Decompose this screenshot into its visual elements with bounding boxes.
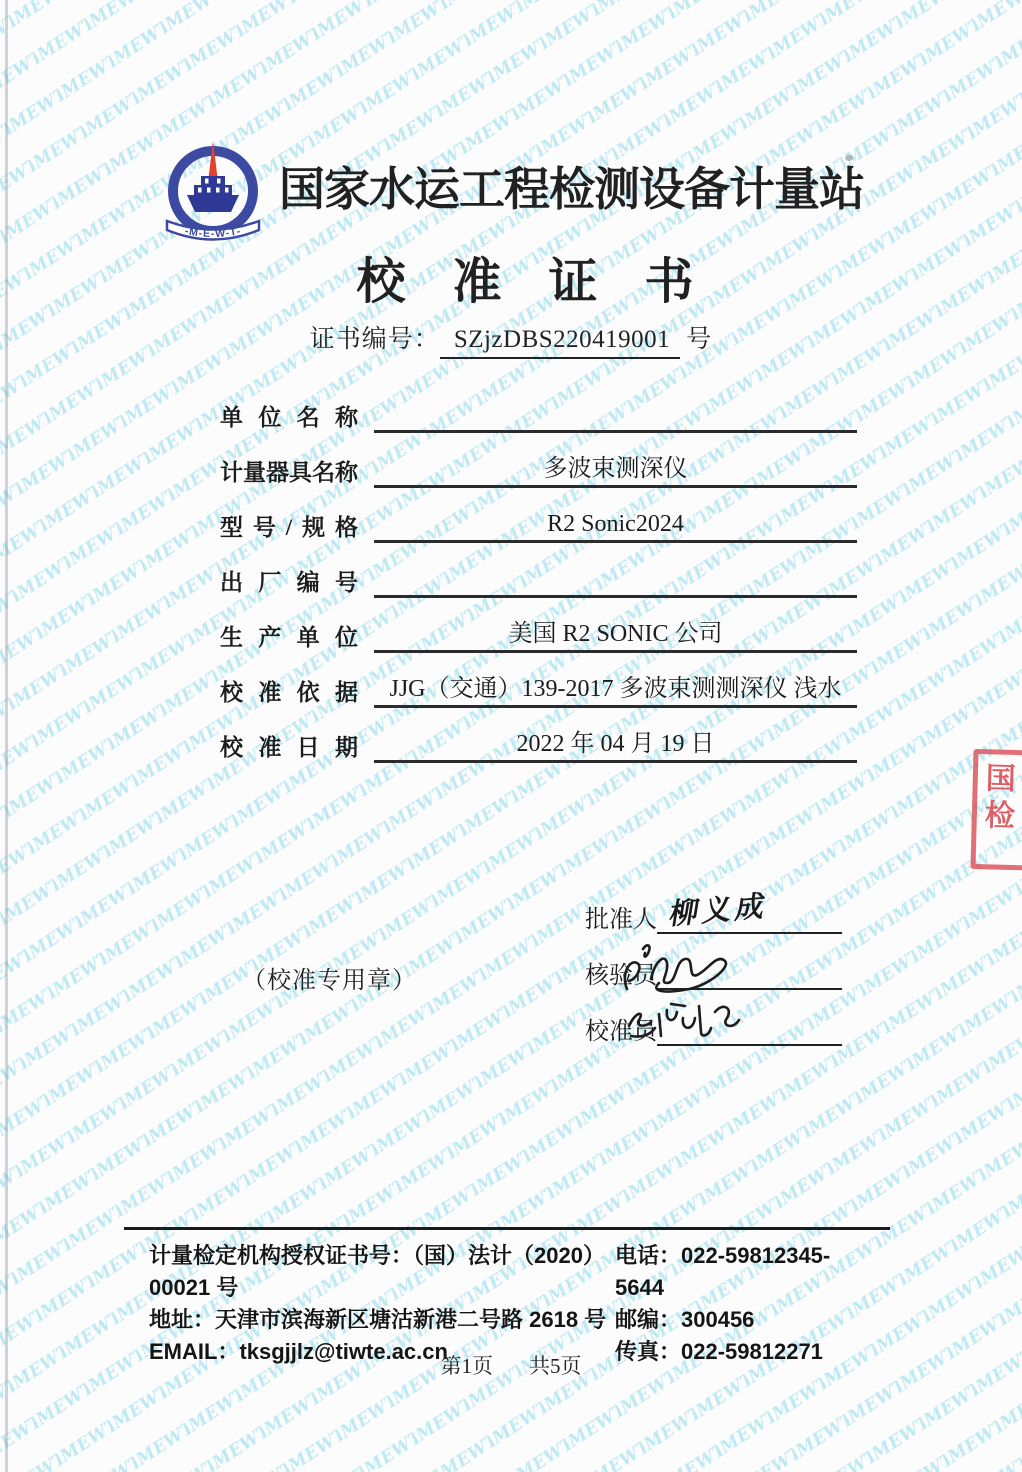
field-row-calibration-basis — [220, 676, 857, 708]
field-label: 校准日期 — [220, 735, 358, 760]
certificate-number-line — [0, 319, 1022, 359]
footer-license-line: 计量检定机构授权证书号：（国）法计（2020）00021 号 — [149, 1243, 605, 1300]
sig-line — [657, 890, 842, 934]
footer-left-column — [149, 1240, 615, 1368]
field-row-unit-name — [220, 401, 857, 433]
page-total: 共5页 — [529, 1354, 582, 1378]
footer-address-line: 地址：天津市滨海新区塘沽新港二号路 2618 号 — [149, 1307, 607, 1332]
sig-label: 批准人 — [585, 907, 657, 933]
page-current: 第1页 — [440, 1354, 493, 1378]
sig-line — [657, 959, 842, 990]
field-value: 2022 年 04 月 19 日 — [374, 729, 857, 763]
seal-note: （校准专用章） — [242, 968, 417, 994]
field-row-model-spec — [220, 511, 857, 543]
sig-row-verifier — [585, 961, 842, 990]
field-label: 型号/规格 — [220, 515, 358, 540]
footer-email-line: EMAIL：tksgjjlz@tiwte.ac.cn — [149, 1339, 448, 1364]
sig-line — [657, 1015, 842, 1046]
field-row-serial-number — [220, 566, 857, 598]
stamp-char: 检 — [984, 799, 1016, 834]
cert-no-label: 证书编号： — [309, 326, 440, 353]
footer-zip-line: 邮编：300456 — [615, 1307, 755, 1332]
cert-no-value: SZjzDBS220419001 — [440, 326, 680, 359]
doc-title: 校准证书 — [356, 255, 741, 309]
red-seal-stamp — [970, 749, 1022, 871]
scan-edge-artifact — [5, 0, 8, 1472]
field-label: 计量器具名称 — [220, 460, 358, 485]
field-value: 多波束测深仪 — [374, 454, 857, 488]
field-value — [374, 564, 857, 598]
page-number — [0, 1350, 1022, 1380]
field-label: 单位名称 — [220, 405, 358, 430]
footer-phone-line: 电话：022-59812345-5644 — [615, 1243, 831, 1300]
field-label: 校准依据 — [220, 680, 358, 705]
cert-no-suffix: 号 — [686, 326, 713, 353]
footer-divider — [124, 1227, 890, 1230]
field-row-manufacturer — [220, 621, 857, 653]
station-logo — [161, 139, 265, 257]
footer-info — [149, 1240, 875, 1368]
field-row-instrument-name — [220, 456, 857, 488]
sig-row-approver — [585, 890, 842, 934]
approver-signature: 柳义成 — [666, 890, 768, 932]
field-row-calibration-date — [220, 731, 857, 763]
field-label: 出厂编号 — [220, 570, 358, 595]
logo-ship-icon — [187, 176, 239, 212]
org-name: 国家水运工程检测设备计量站 — [279, 163, 864, 215]
field-value: 美国 R2 SONIC 公司 — [374, 619, 857, 653]
field-value: JJG（交通）139-2017 多波束测测深仪 浅水 — [374, 674, 857, 708]
footer-fax-line: 传真：022-59812271 — [615, 1339, 823, 1364]
sig-label: 校准员 — [585, 1019, 657, 1045]
scan-speck — [845, 155, 853, 161]
stamp-char: 国 — [985, 762, 1017, 797]
signature-block — [585, 890, 842, 1073]
field-value: R2 Sonic2024 — [374, 509, 857, 543]
field-label: 生产单位 — [220, 625, 358, 650]
sig-row-calibrator — [585, 1017, 842, 1046]
sig-label: 核验员 — [585, 963, 657, 989]
certificate-fields — [220, 401, 857, 786]
logo-banner-text: -M-E-W-T- — [183, 225, 243, 241]
footer-right-column — [615, 1240, 875, 1368]
field-value — [374, 399, 857, 433]
